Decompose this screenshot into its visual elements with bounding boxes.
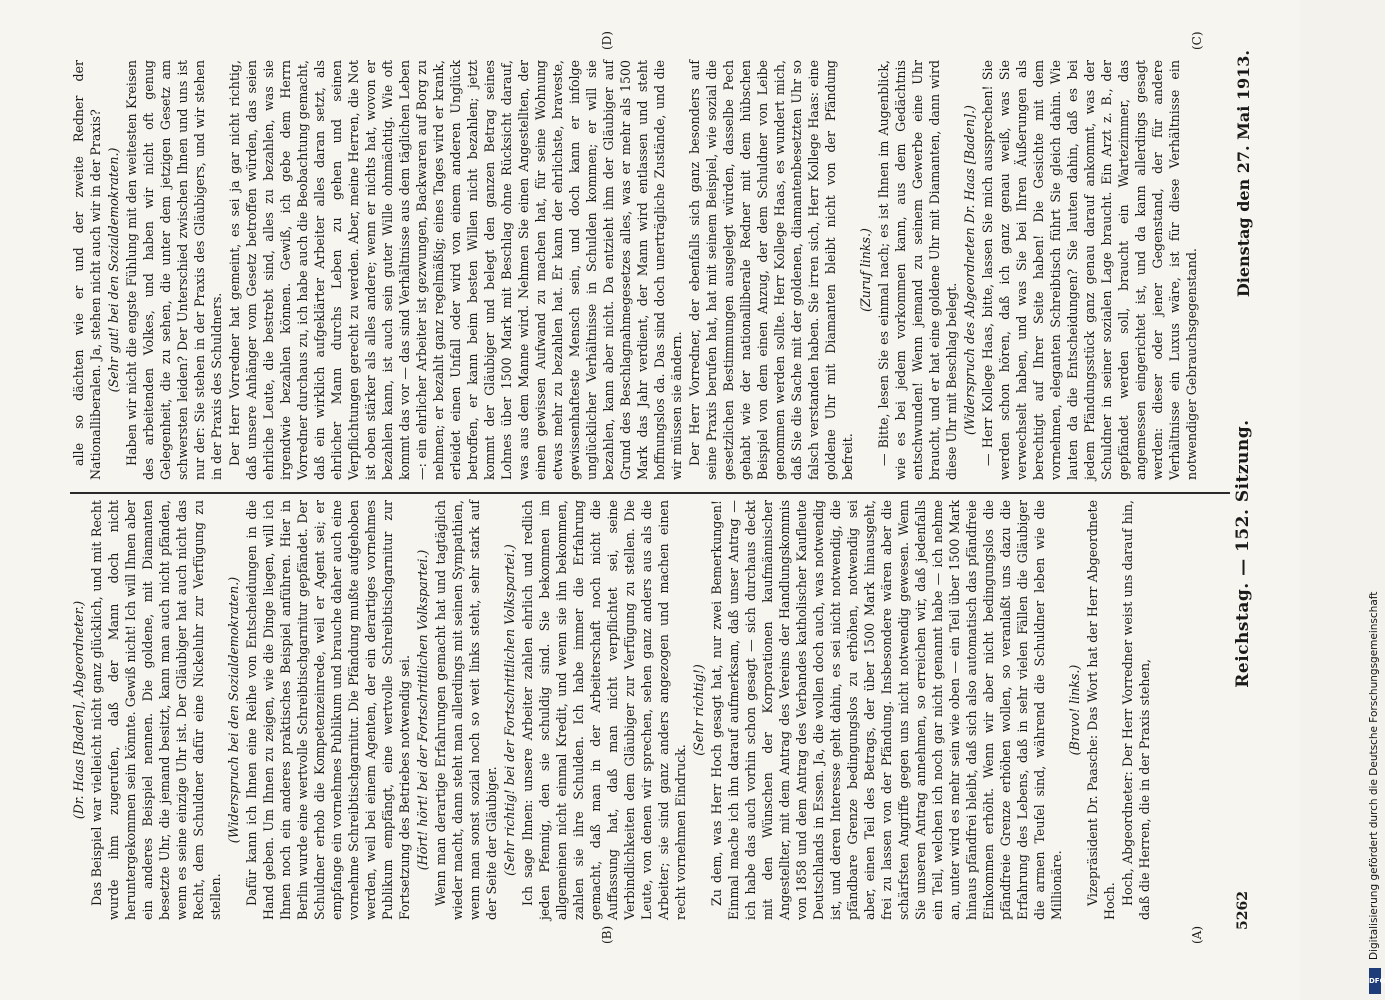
paragraph: Ich sage Ihnen: unsere Arbeiter zahlen ehrlich und redlich jeden Pfennig, den sie schuldig sind. Sie bekommen im allgemeinen nicht einmal Kredit, und wenn sie ihn bekommen, zahlen sie ihre Schulden. Ich habe immer die Erfahrung gemacht, daß man in der Arbeiterschaft noch nicht die Auffassung hat, daß man nicht verpflichtet sei, seine Verbindlichkeiten dem Gläubiger zur Verfügung zu stellen. Die Leute, von denen wir sprechen, sehen ganz anders aus als die Arbeiter; sie sind ganz anders angezogen und machen einen recht vornehmen Eindruck. [520, 500, 688, 920]
margin-mark-b: (B) [600, 925, 614, 944]
paragraph: Vizepräsident Dr. Paasche: Das Wort hat der Herr Abgeordnete Hoch. [1085, 500, 1117, 920]
interjection: (Widerspruch bei den Sozialdemokraten.) [226, 576, 241, 844]
column-divider [70, 493, 1230, 495]
page-date: Dienstag den 27. Mai 1913. [1233, 50, 1253, 298]
margin-mark-a: (A) [1190, 925, 1204, 944]
paragraph: Zu dem, was Herr Hoch gesagt hat, nur zwei Bemerkungen! Einmal mache ich ihn darauf aufmerksam, daß unser Antrag — ich habe das auch vorhin schon gesagt — sich durchaus deckt mit den Wünschen der Korporationen kaufmännischer Angestellter, mit dem Antrag des Vereins der Handlungskommis von 1858 und dem Antrag des Verbandes katholischer Kaufleute Deutschlands in Essen. Ja, die wollen doch auch, was notwendig ist, und deren Interesse geht dahin, es sei nicht notwendig, die pfändbare Grenze bedingungslos zu erhöhen, notwendig sei aber, einen Teil des Betrags, der über 1500 Mark hinausgeht, frei zu lassen von der Pfändung. Insbesondere wären aber die schärfsten Angriffe gegen uns nicht notwendig gewesen. Wenn Sie unseren Antrag annehmen, so erreichen wir, daß jedenfalls ein Teil, welchen ich noch gar nicht genannt habe — ich nehme an, unter wird es mehr sein wie oben — ein Teil über 1500 Mark hinaus pfändfrei bleibt, daß sich also automatisch das pfändfreie Einkommen erhöht. Wenn wir aber nicht bedingungslos die pfändfreie Grenze erhöhen wollen, so veranlaßt uns dazu die Erfahrung des Lebens, daß in sehr vielen Fällen die Gläubiger die armen Teufel sind, während die Schuldner leben wie die Millionäre. [709, 500, 1064, 920]
page-header [1228, 50, 1258, 930]
page-title: Reichstag. — 152. Sitzung. [1233, 419, 1253, 688]
paragraph: Das Beispiel war vielleicht nicht ganz glücklich, und mit Recht wurde ihm zugerufen, daß der Mann doch nicht heruntergekommen sein könnte. Gewiß nicht! Ich will Ihnen aber ein anderes Beispiel nennen. Die goldene, mit Diamanten besetzte Uhr, die jemand besitzt, kann man auch nicht pfänden, wenn es seine einzige Uhr ist. Der Gläubiger hat auch nicht das Recht, dem Schuldner dafür eine Nickeluhr zur Verfügung zu stellen. [89, 500, 223, 920]
paragraph: Der Herr Vorredner, der ebenfalls sich ganz besonders auf seine Praxis berufen hat, hat mit seinem Beispiel, wie sozial die gesetzlichen Bestimmungen ausgelegt würden, dasselbe Pech gehabt wie der nationalliberale Redner mit dem hübschen Beispiel von dem einen Anzug, der dem Schuldner von Leibe genommen werden sollte. Herr Kollege Haas, es wundert mich, daß Sie die Sache mit der goldenen, diamantenbesetzten Uhr so falsch verstanden haben. Sie irren sich, Herr Kollege Haas: eine goldene Uhr mit Diamanten bleibt nicht von der Pfändung befreit. [687, 60, 855, 480]
paragraph: — Herr Kollege Haas, bitte, lassen Sie mich aussprechen! Sie werden schon hören, daß ich ganz genau weiß, was Sie verwechselt haben, und was Sie bei Ihren Äußerungen als berechtigt auf Ihrer Seite haben! Die Gesichte mit dem vornehmen, eleganten Schreibtisch führt Sie gleich dahin. Wie lauten da die Entscheidungen? Sie lauten dahin, daß es bei jedem Pfändungsstück ganz genau darauf ankommt, was der Schuldner in seiner sozialen Lage braucht. Ein Arzt z. B., der gepfändet werden soll, braucht ein Wartezimmer, das angemessen eingerichtet ist, und da kann allerdings gesagt werden: dieser oder jener Gegenstand, der für andere Verhältnisse ein Luxus wäre, ist für diese Verhältnisse ein notwendiger Gebrauchsgegenstand. [980, 60, 1199, 480]
paragraph: Wenn man derartige Erfahrungen gemacht hat und tagtäglich wieder macht, dann steht man allerdings mit seinen Sympathien, wenn man sonst sozial noch so weit links steht, sehr stark auf der Seite der Gläubiger. [433, 500, 499, 920]
margin-mark-c: (C) [1190, 31, 1204, 50]
paragraph: Dafür kann ich Ihnen eine Reihe von Entscheidungen in die Hand geben. Um Ihnen zu zeigen, wie die Dinge liegen, will ich Ihnen noch ein anderes praktisches Beispiel anführen. Hier in Berlin wurde eine wertvolle Schreibtischgarnitur gepfändet. Der Schuldner erhob die Kompetenzeinrede, weil er Agent sei; er empfange ein vornehmes Publikum und brauche daher auch eine vornehme Schreibtischgarnitur. Die Pfändung mußte aufgehoben werden, weil bei einem Agenten, der ein derartiges vornehmes Publikum empfängt, eine wertvolle Schreibtischgarnitur zur Fortsetzung des Betriebes notwendig sei. [244, 500, 412, 920]
left-text-column [70, 500, 1210, 920]
paragraph: alle so dächten wie er und der zweite Redner der Nationalliberalen. Ja, stehen nicht auch wir in der Praxis? [71, 60, 103, 480]
digitization-sidebar [1368, 0, 1385, 1000]
interjection: (Bravo! links.) [1067, 664, 1082, 756]
paragraph: — Bitte, lesen Sie es einmal nach; es ist Ihnen im Augenblick, wie es bei jedem vorkommen kann, aus dem Gedächtnis entschwunden! Wenn jemand zu seinem Gewerbe eine Uhr braucht, und er hat eine goldene Uhr mit Diamanten, dann wird diese Uhr mit Beschlag belegt. [876, 60, 959, 480]
paragraph: Der Herr Vorredner hat gemeint, es sei ja gar nicht richtig, daß unsere Anhänger vom Gesetz betroffen würden, das seien ehrliche Leute, die bestrebt sind, alles zu bezahlen, was sie irgendwie bezahlen können. Gewiß, ich gebe dem Herrn Vorredner durchaus zu, ich habe auch die Beobachtung gemacht, daß ein wirklich aufgeklärter Arbeiter alles daran setzt, als ehrlicher Mann durchs Leben zu gehen und seinen Verpflichtungen gerecht zu werden. Aber, meine Herren, die Not ist oben stärker als alles andere; wenn er nichts hat, wovon er bezahlen kann, ist auch sein guter Wille ohnmächtig. Wie oft kommt das vor — das sind Verhältnisse aus dem täglichen Leben —: ein ehrlicher Arbeiter ist gezwungen, Backwaren auf Borg zu nehmen; er bezahlt ganz regelmäßig; eines Tages wird er krank, erleidet einen Unfall oder wird von einem anderen Unglück betroffen, er kann beim besten Willen nicht bezahlen; jetzt kommt der Gläubiger und belegt den ganzen Betrag seines Lohnes über 1500 Mark mit Beschlag ohne Rücksicht darauf, was aus dem Manne wird. Nehmen Sie einen Angestellten, der einen gewissen Aufwand zu machen hat, für seine Wohnung etwas mehr zu bezahlen hat. Er kann der ehrlichste, braveste, gewissenhafteste Mensch sein, und doch kann er infolge unglücklicher Verhältnisse in Schulden kommen; er will sie bezahlen, kann aber nicht. Da entzieht ihm der Gläubiger auf Grund des Beschlagnahmegesetzes alles, was er mehr als 1500 Mark das Jahr verdient, der Mann wird entlassen und steht hoffnungslos da. Das sind doch unerträgliche Zustände, und die wir müssen sie ändern. [227, 60, 684, 480]
interjection: (Widerspruch des Abgeordneten Dr. Haas [Baden].) [962, 105, 977, 435]
paragraph: Haben wir nicht die engste Fühlung mit den weitesten Kreisen des arbeitenden Volkes, und haben wir nicht oft genug Gelegenheit, die zu sehen, die unter dem jetzigen Gesetz am schwersten leiden? Der Unterschied zwischen Ihnen und uns ist nur der: Sie stehen in der Praxis des Gläubigers, und wir stehen in der Praxis des Schuldners. [124, 60, 224, 480]
dfg-logo: DFG [1369, 968, 1381, 994]
margin-mark-d: (D) [600, 31, 614, 50]
interjection: (Dr. Haas [Baden], Abgeordneter.) [71, 600, 86, 820]
paragraph: Hoch, Abgeordneter: Der Herr Vorredner weist uns darauf hin, daß die Herren, die in der Praxis stehen, [1120, 500, 1152, 920]
interjection: (Zuruf links.) [858, 228, 873, 312]
interjection: (Sehr gut! bei den Sozialdemokraten.) [106, 147, 121, 393]
funding-credit: Digitalisierung gefördert durch die Deutsche Forschungsgemeinschaft [1368, 591, 1380, 960]
right-text-column [70, 60, 1210, 480]
page-number: 5262 [1235, 891, 1251, 930]
interjection: (Sehr richtig! bei der Fortschrittlichen Volkspartei.) [502, 544, 517, 876]
interjection: (Hört! hört! bei der Fortschrittlichen Volkspartei.) [415, 549, 430, 871]
interjection: (Sehr richtig!) [691, 664, 706, 756]
